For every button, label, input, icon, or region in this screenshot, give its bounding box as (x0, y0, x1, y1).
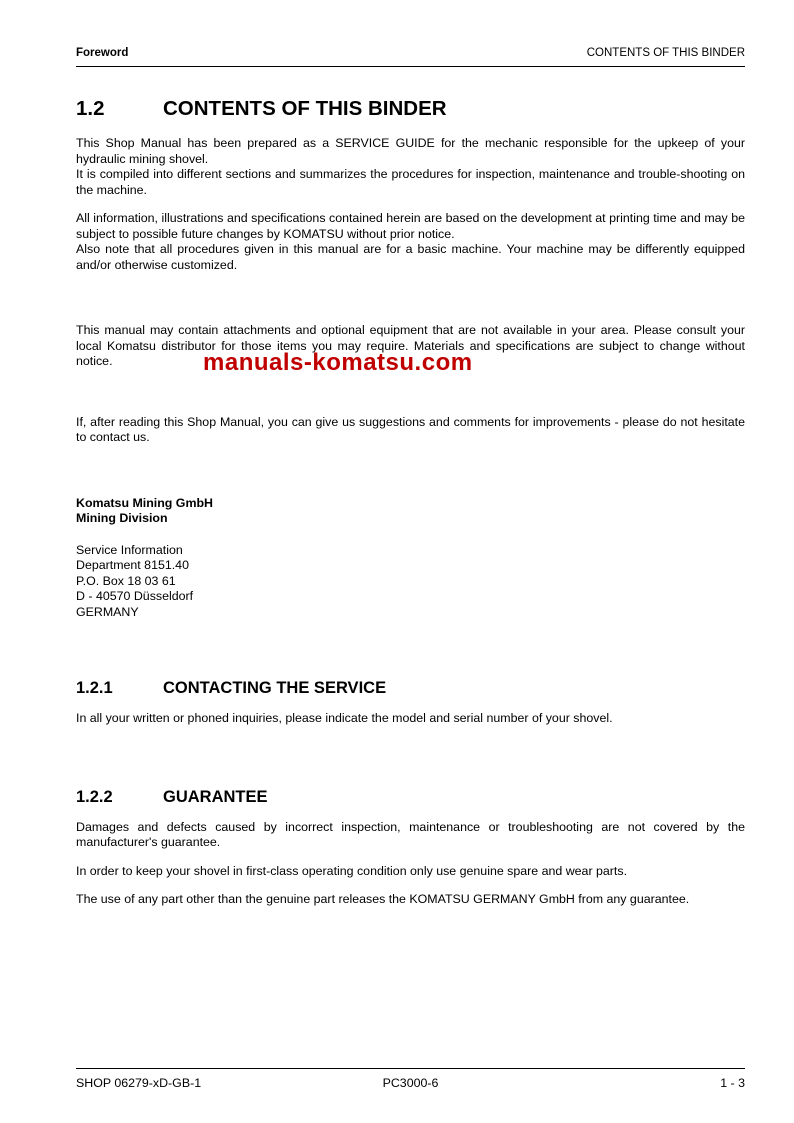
section-number: 1.2 (76, 97, 105, 120)
company-address-block (76, 543, 745, 621)
address-line: D - 40570 Düsseldorf (76, 589, 194, 603)
section-title: CONTENTS OF THIS BINDER (163, 97, 447, 120)
paragraph-intro (76, 136, 745, 198)
section-heading-main (76, 96, 745, 121)
watermark-text: manuals-komatsu.com (203, 349, 473, 376)
page-header (76, 46, 745, 67)
section-heading-guarantee (76, 787, 745, 807)
address-line: Department 8151.40 (76, 558, 189, 572)
section-title: CONTACTING THE SERVICE (163, 679, 387, 697)
address-line: GERMANY (76, 604, 139, 619)
footer-page-number: 1 - 3 (720, 1076, 745, 1090)
section-title: GUARANTEE (163, 787, 268, 806)
paragraph-line: All information, illustrations and specifications contained herein are based on the development at printing time and may be subject to possible future changes by KOMATSU without prior notice. (76, 211, 745, 241)
header-section-label: Foreword (76, 47, 129, 59)
address-line: P.O. Box 18 03 61 (76, 573, 176, 588)
paragraph-guarantee-1: Damages and defects caused by incorrect inspection, maintenance or troubleshooting are not covered by the manufacturer's guarantee. (76, 819, 745, 849)
page-footer (76, 1068, 745, 1091)
paragraph-line: This Shop Manual has been prepared as a SERVICE GUIDE for the mechanic responsible for the upkeep of your hydraulic mining shovel. (76, 136, 745, 166)
paragraph-line: It is compiled into different sections and summarizes the procedures for inspection, maintenance and trouble-shooting on the machine. (76, 167, 745, 197)
section-number: 1.2.2 (76, 787, 113, 806)
paragraph-guarantee-3: The use of any part other than the genuine part releases the KOMATSU GERMANY GmbH from any guarantee. (76, 892, 690, 906)
paragraph-attachments: This manual may contain attachments and optional equipment that are not available in your area. Please consult your local Komatsu distributor for those items you may require. Materials and specifications are subject to change without notice. (76, 323, 745, 368)
paragraph-guarantee-2: In order to keep your shovel in first-class operating condition only use genuine spare and wear parts. (76, 863, 628, 878)
company-name-line: Komatsu Mining GmbH (76, 495, 213, 510)
company-name-line: Mining Division (76, 511, 168, 525)
paragraph-information (76, 211, 745, 273)
company-name-block (76, 496, 745, 527)
section-number: 1.2.1 (76, 679, 113, 697)
paragraph-line: Also note that all procedures given in this manual are for a basic machine. Your machine may be differently equipped and/or otherwise customized. (76, 242, 745, 272)
paragraph-suggestions: If, after reading this Shop Manual, you can give us suggestions and comments for improvements - please do not hesitate to contact us. (76, 414, 745, 444)
section-heading-contacting (76, 678, 745, 698)
header-chapter-label: CONTENTS OF THIS BINDER (586, 47, 745, 59)
footer-document-code: SHOP 06279-xD-GB-1 (76, 1076, 202, 1090)
paragraph-contacting-body: In all your written or phoned inquiries, please indicate the model and serial number of your shovel. (76, 711, 613, 725)
address-line: Service Information (76, 542, 183, 557)
footer-model-number: PC3000-6 (382, 1076, 439, 1090)
